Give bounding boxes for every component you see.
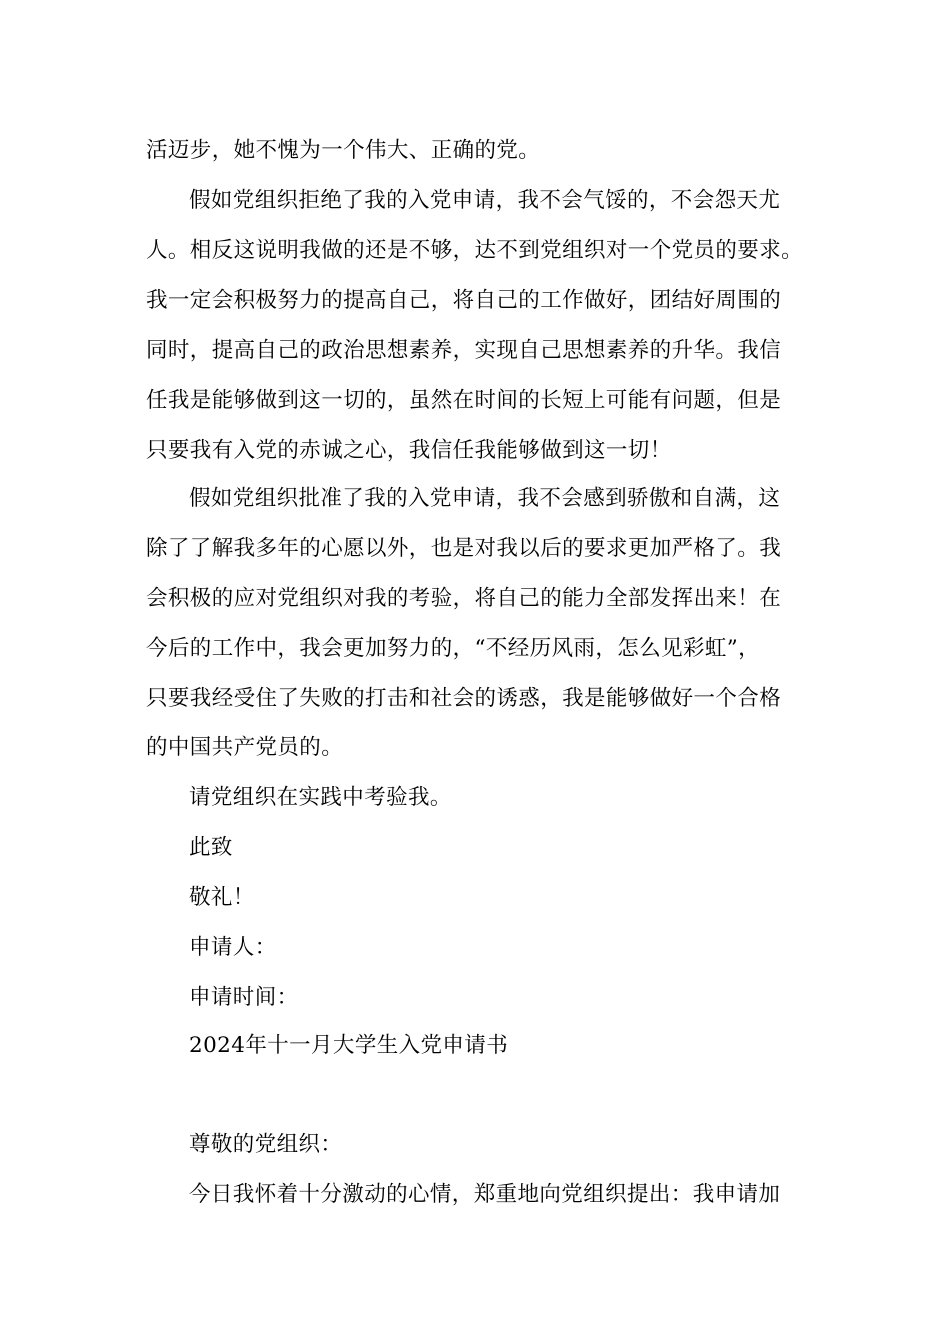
application-date-label: 申请时间： [189, 985, 299, 1010]
paragraph-line: 活迈步，她不愧为一个伟大、正确的党。 [146, 138, 541, 163]
paragraph-line: 假如党组织拒绝了我的入党申请，我不会气馁的，不会怨天尤 [189, 188, 781, 213]
closing-salutation: 此致 [189, 835, 233, 860]
paragraph-line: 的中国共产党员的。 [146, 735, 344, 760]
closing-regards: 敬礼！ [189, 885, 255, 910]
request-line: 请党组织在实践中考验我。 [189, 785, 452, 810]
section-title: 2024年十一月大学生入党申请书 [189, 1033, 509, 1058]
paragraph-line: 同时，提高自己的政治思想素养，实现自己思想素养的升华。我信 [146, 338, 782, 363]
paragraph-line: 会积极的应对党组织对我的考验，将自己的能力全部发挥出来！在 [146, 586, 782, 611]
paragraph-line: 只要我有入党的赤诚之心，我信任我能够做到这一切！ [146, 438, 672, 463]
paragraph-line: 只要我经受住了失败的打击和社会的诱惑，我是能够做好一个合格 [146, 686, 782, 711]
letter-greeting: 尊敬的党组织： [189, 1132, 343, 1157]
paragraph-line: 今后的工作中，我会更加努力的，“不经历风雨，怎么见彩虹”， [146, 636, 761, 661]
applicant-label: 申请人： [189, 935, 277, 960]
paragraph-line: 任我是能够做到这一切的，虽然在时间的长短上可能有问题，但是 [146, 388, 782, 413]
paragraph-line: 我一定会积极努力的提高自己，将自己的工作做好，团结好周围的 [146, 288, 782, 313]
paragraph-line: 假如党组织批准了我的入党申请，我不会感到骄傲和自满，这 [189, 486, 781, 511]
paragraph-line: 人。相反这说明我做的还是不够，达不到党组织对一个党员的要求。 [146, 238, 804, 263]
paragraph-line: 今日我怀着十分激动的心情，郑重地向党组织提出：我申请加 [189, 1182, 781, 1207]
paragraph-line: 除了了解我多年的心愿以外，也是对我以后的要求更加严格了。我 [146, 536, 782, 561]
